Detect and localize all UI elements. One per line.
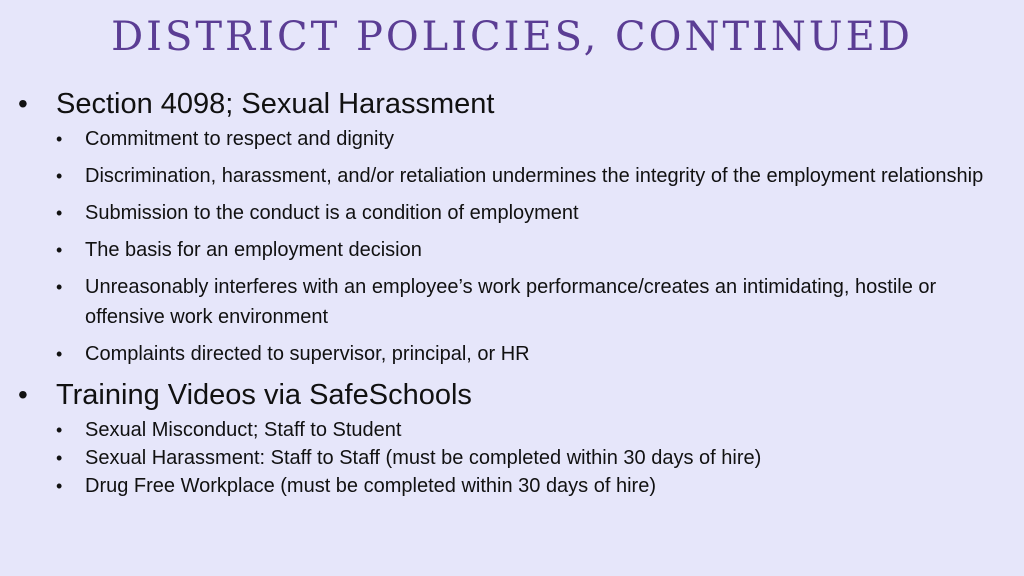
bullet-icon: • <box>56 476 63 496</box>
list-item <box>56 161 1008 191</box>
slide-body <box>18 84 1008 499</box>
list-item-text: Sexual Harassment: Staff to Staff (must be completed within 30 days of hire) <box>85 447 762 469</box>
list-item <box>56 339 1008 369</box>
section-heading <box>18 84 1008 124</box>
list-item-text: Complaints directed to supervisor, principal, or HR <box>85 343 530 365</box>
bullet-icon: • <box>56 129 63 149</box>
list-item <box>56 443 1008 473</box>
list-item-text: Submission to the conduct is a condition of employment <box>85 202 579 224</box>
list-item <box>56 471 1008 501</box>
section-heading-text: Section 4098; Sexual Harassment <box>56 88 495 120</box>
bullet-icon: • <box>18 379 28 410</box>
section-heading <box>18 375 1008 415</box>
list-item-text: Drug Free Workplace (must be completed within 30 days of hire) <box>85 475 656 497</box>
section-sexual-harassment <box>18 84 1008 369</box>
slide-title: DISTRICT POLICIES, CONTINUED <box>111 14 913 60</box>
list-item-text: Unreasonably interferes with an employee’s work performance/creates an intimidating, hostile or offensive work environment <box>85 276 937 328</box>
bullet-icon: • <box>18 88 28 119</box>
bullet-icon: • <box>56 420 63 440</box>
bullet-icon: • <box>56 344 63 364</box>
bullet-icon: • <box>56 166 63 186</box>
sub-bullet-list <box>56 415 1008 501</box>
list-item <box>56 235 1008 265</box>
bullet-icon: • <box>56 240 63 260</box>
list-item <box>56 415 1008 445</box>
list-item-text: The basis for an employment decision <box>85 239 422 261</box>
section-heading-text: Training Videos via SafeSchools <box>56 379 472 411</box>
list-item <box>56 198 1008 228</box>
list-item <box>56 124 1008 154</box>
list-item-text: Discrimination, harassment, and/or retaliation undermines the integrity of the employment relationship <box>85 165 984 187</box>
list-item-text: Commitment to respect and dignity <box>85 128 395 150</box>
list-item-text: Sexual Misconduct; Staff to Student <box>85 419 402 441</box>
bullet-icon: • <box>56 277 63 297</box>
bullet-icon: • <box>56 203 63 223</box>
bullet-icon: • <box>56 448 63 468</box>
sub-bullet-list <box>56 124 1008 369</box>
list-item <box>56 272 1008 332</box>
section-training-videos <box>18 375 1008 501</box>
